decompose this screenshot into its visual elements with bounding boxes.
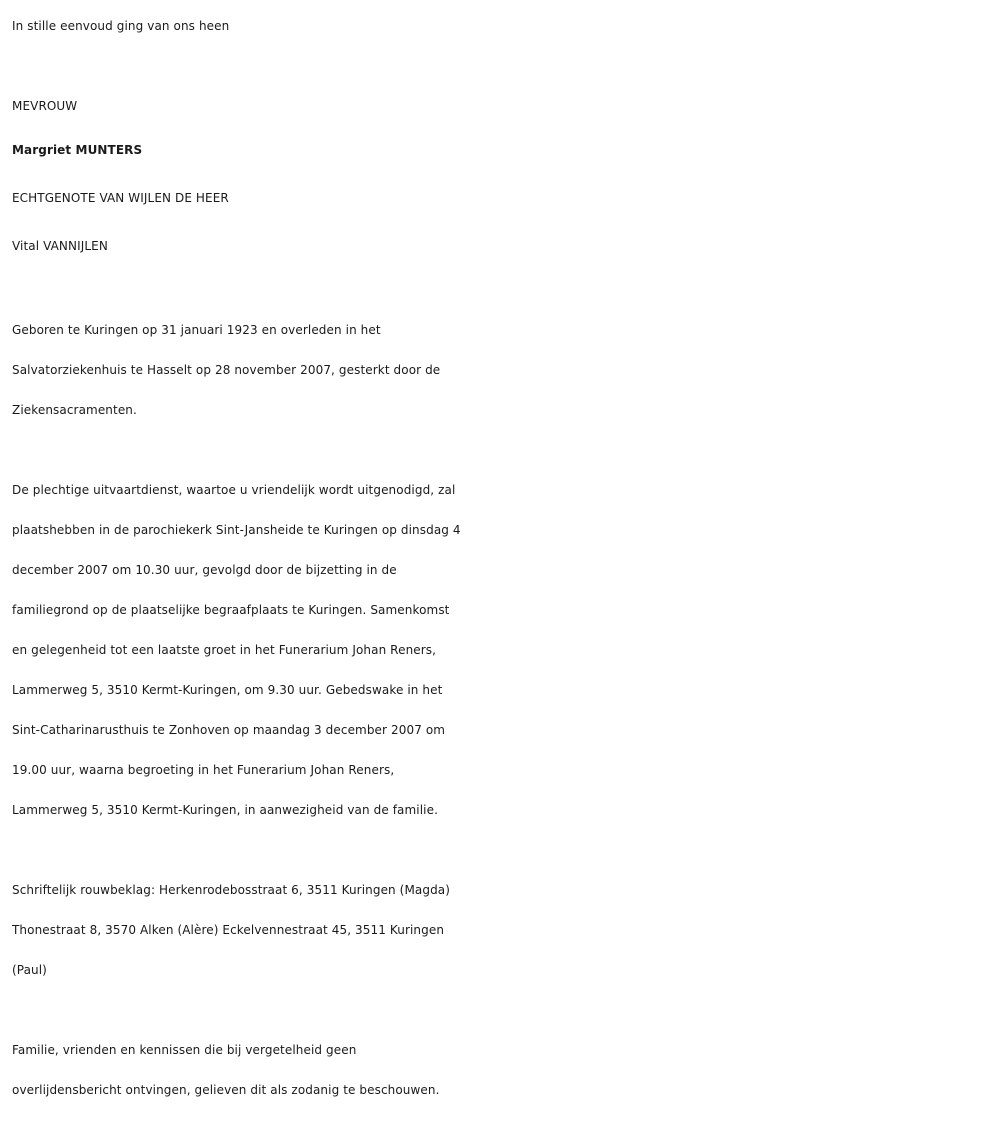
deceased-header — [12, 86, 988, 270]
relation-line: ECHTGENOTE VAN WIJLEN DE HEER — [12, 191, 229, 205]
paragraph-line: (Paul) — [12, 963, 47, 977]
spouse-name: Vital VANNIJLEN — [12, 239, 108, 253]
deceased-name: Margriet MUNTERS — [12, 143, 143, 157]
spacer — [12, 830, 988, 870]
title-line: MEVROUW — [12, 99, 78, 113]
paragraph-line: Thonestraat 8, 3570 Alken (Alère) Eckelvennestraat 45, 3511 Kuringen — [12, 923, 445, 937]
paragraph-line: Lammerweg 5, 3510 Kermt-Kuringen, om 9.30 uur. Gebedswake in het — [12, 683, 443, 697]
paragraph-line: Familie, vrienden en kennissen die bij vergetelheid geen — [12, 1043, 357, 1057]
paragraph-line: overlijdensbericht ontvingen, gelieven dit als zodanig te beschouwen. — [12, 1083, 440, 1097]
paragraph-line: december 2007 om 10.30 uur, gevolgd door de bijzetting in de — [12, 563, 397, 577]
paragraph-line: Ziekensacramenten. — [12, 403, 137, 417]
paragraph-line: De plechtige uitvaartdienst, waartoe u vriendelijk wordt uitgenodigd, zal — [12, 483, 456, 497]
birth-death-paragraph — [12, 310, 988, 430]
paragraph-line: Schriftelijk rouwbeklag: Herkenrodebosstraat 6, 3511 Kuringen (Magda) — [12, 883, 451, 897]
spacer — [12, 270, 988, 310]
paragraph-line: 19.00 uur, waarna begroeting in het Funerarium Johan Reners, — [12, 763, 395, 777]
condolence-paragraph — [12, 870, 988, 990]
paragraph-line: plaatshebben in de parochiekerk Sint-Jansheide te Kuringen op dinsdag 4 — [12, 523, 461, 537]
paragraph-line: familiegrond op de plaatselijke begraafplaats te Kuringen. Samenkomst — [12, 603, 450, 617]
spacer — [12, 990, 988, 1030]
paragraph-line: Lammerweg 5, 3510 Kermt-Kuringen, in aanwezigheid van de familie. — [12, 803, 438, 817]
paragraph-line: Geboren te Kuringen op 31 januari 1923 en overleden in het — [12, 323, 381, 337]
funeral-service-paragraph — [12, 470, 988, 830]
intro-line: In stille eenvoud ging van ons heen — [12, 19, 230, 33]
paragraph-line: Sint-Catharinarusthuis te Zonhoven op maandag 3 december 2007 om — [12, 723, 446, 737]
paragraph-line: Salvatorziekenhuis te Hasselt op 28 november 2007, gesterkt door de — [12, 363, 441, 377]
closing-paragraph — [12, 1030, 988, 1110]
paragraph-line: en gelegenheid tot een laatste groet in het Funerarium Johan Reners, — [12, 643, 437, 657]
spacer — [12, 46, 988, 86]
spacer — [12, 430, 988, 470]
